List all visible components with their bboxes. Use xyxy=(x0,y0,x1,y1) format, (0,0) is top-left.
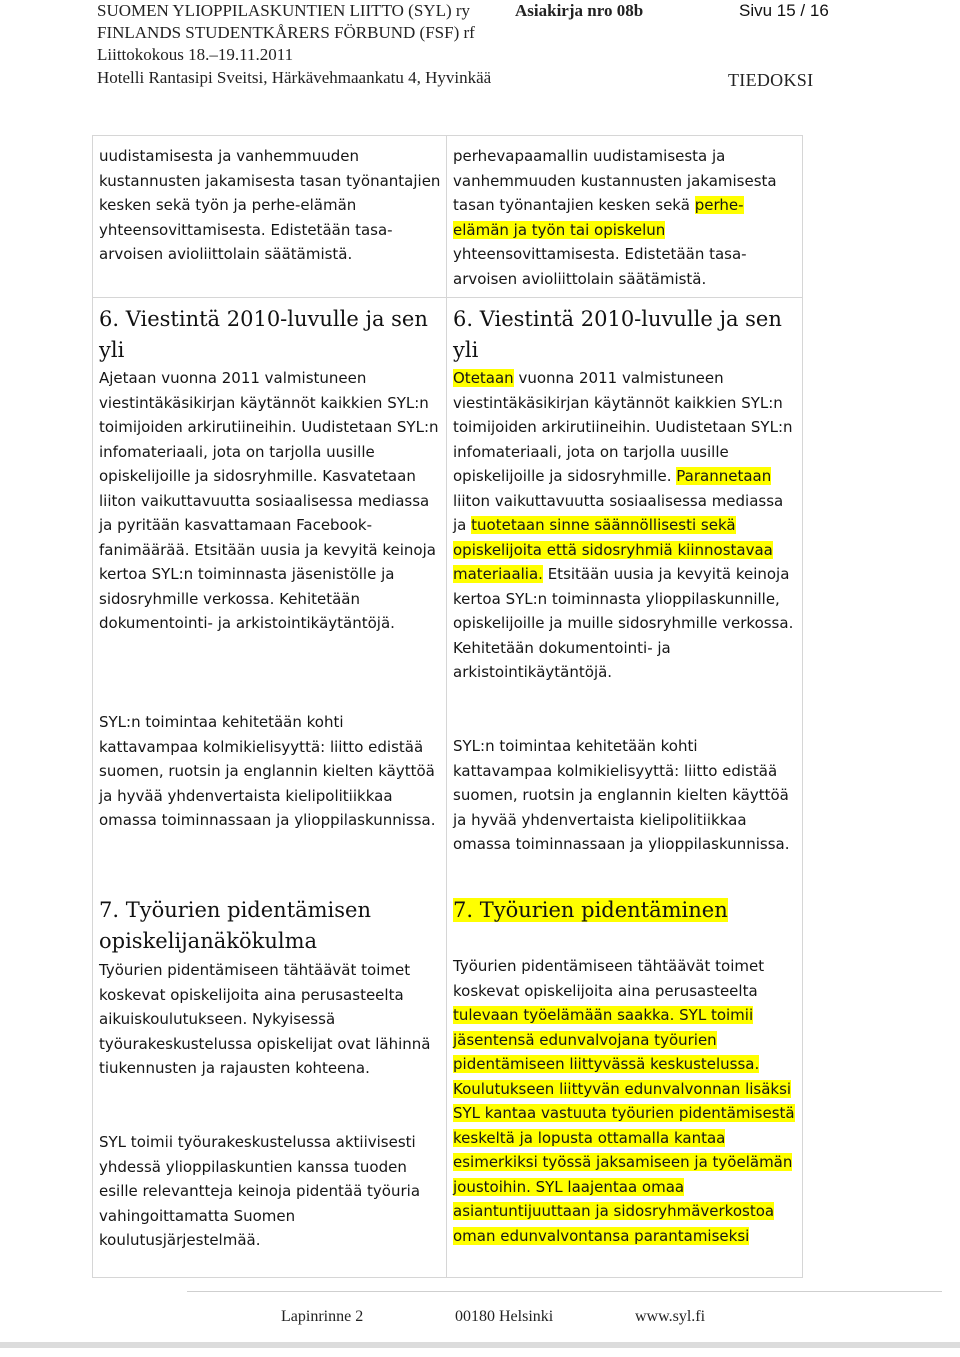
highlight: Parannetaan xyxy=(676,467,772,485)
footer-postal: 00180 Helsinki xyxy=(455,1308,554,1325)
highlight: perhe-elämän ja työn tai opiskelun xyxy=(453,196,744,239)
left-intro-text: uudistamisesta ja vanhemmuuden kustannusten jakamisesta tasan työnantajien kesken sekä työn ja perhe-elämän yhteensovittamisesta. Edistetään tasa-arvoisen avioliittolain säätämistä. xyxy=(99,147,441,263)
left-section-6-title: 6. Viestintä 2010-luvulle ja sen yli xyxy=(99,307,428,362)
left-section-7-paragraph-2: SYL toimii työurakeskustelussa aktiivisesti yhdessä ylioppilaskuntien kanssa tuoden esille relevantteja keinoja pidentää työuria vahingoittamatta Suomen koulutusjärjestelmää. xyxy=(99,1133,421,1249)
highlight: 7. Työurien pidentäminen xyxy=(453,898,728,922)
highlight: tulevaan työelämään saakka. SYL toimii jäsentensä edunvalvojana työurien pidentämiseen liittyvässä keskustelussa. Koulutukseen liittyvän edunvalvonnan lisäksi SYL kantaa vastuuta työurien pidentämisestä keskeltä ja lopusta ottamalla kantaa esimerkiksi työssä jaksamiseen ja työelämän joustoihin. SYL laajentaa omaa asiantuntijuuttaan ja sidosryhmäverkostoa oman edunvalvontansa parantamiseksi xyxy=(453,1006,795,1245)
highlight: tuotetaan sinne säännöllisesti sekä opiskelijoita että sidosryhmiä kiinnostavaa materiaalia. xyxy=(453,516,773,583)
page-footer xyxy=(0,1291,960,1351)
footer-address: Lapinrinne 2 xyxy=(281,1308,364,1325)
document-status: TIEDOKSI xyxy=(728,70,814,90)
left-intro-cell xyxy=(93,136,447,298)
footer-website: www.syl.fi xyxy=(635,1308,706,1325)
highlight: Otetaan xyxy=(453,369,514,387)
left-main-cell xyxy=(93,298,447,1277)
meeting-date: Liittokokous 18.–19.11.2011 xyxy=(97,45,294,64)
right-section-7-paragraph: Työurien pidentämiseen tähtäävät toimet koskevat opiskelijoita aina perusasteelta tulevaan työelämään saakka. SYL toimii jäsentensä edunvalvojana työurien pidentämiseen liittyvässä keskustelussa. Koulutukseen liittyvän edunvalvonnan lisäksi SYL kantaa vastuuta työurien pidentämisestä keskeltä ja lopusta ottamalla kantaa esimerkiksi työssä jaksamiseen ja työelämän joustoihin. SYL laajentaa omaa asiantuntijuuttaan ja sidosryhmäverkostoa oman edunvalvontansa parantamiseksi xyxy=(453,957,795,1245)
page-number: Sivu 15 / 16 xyxy=(739,1,829,20)
left-section-6-paragraph-2: SYL:n toimintaa kehitetään kohti kattavampaa kolmikielisyyttä: liitto edistää suomen, ruotsin ja englannin kielten käyttöä ja hyvää yhdenvertaista kielipolitiikkaa omassa toiminnassaan ja ylioppilaskunnissa. xyxy=(99,713,436,829)
footer-divider xyxy=(187,1291,942,1292)
left-section-6-paragraph-1: Ajetaan vuonna 2011 valmistuneen viestintäkäsikirjan käytännöt kaikkien SYL:n toimijoiden arkirutiineihin. Uudistetaan SYL:n infomateriaali, jota on tarjolla uusille opiskelijoille ja sidosryhmille. Kasvatetaan liiton vaikuttavuutta sosiaalisessa mediassa ja pyritään kasvattamaan Facebook-fanimäärää. Etsitään uusia ja kevyitä keinoja kertoa SYL:n toiminnasta jäsenistölle ja sidosryhmille verkossa. Kehitetään dokumentointi- ja arkistointikäytäntöjä. xyxy=(99,369,439,632)
page-header xyxy=(97,0,857,100)
left-section-7-title: 7. Työurien pidentämisen opiskelijanäkökulma xyxy=(99,898,372,953)
organization-name-sv: FINLANDS STUDENTKÅRERS FÖRBUND (FSF) rf xyxy=(97,23,475,42)
right-section-7-title xyxy=(453,895,798,926)
right-section-6-title: 6. Viestintä 2010-luvulle ja sen yli xyxy=(453,307,782,362)
right-intro-cell xyxy=(447,136,802,298)
organization-name-fi: SUOMEN YLIOPPILASKUNTIEN LIITTO (SYL) ry xyxy=(97,1,471,20)
meeting-venue: Hotelli Rantasipi Sveitsi, Härkävehmaankatu 4, Hyvinkää xyxy=(97,68,492,87)
left-section-7-paragraph-1: Työurien pidentämiseen tähtäävät toimet koskevat opiskelijoita aina perusasteelta aikuiskoulutukseen. Nykyisessä työurakeskustelussa opiskelijat ovat lähinnä tiukennusten ja rajausten kohteena. xyxy=(99,961,431,1077)
footer-bar xyxy=(0,1342,960,1348)
right-section-6-paragraph-2: SYL:n toimintaa kehitetään kohti kattavampaa kolmikielisyyttä: liitto edistää suomen, ruotsin ja englannin kielten käyttöä ja hyvää yhdenvertaista kielipolitiikkaa omassa toiminnassaan ja ylioppilaskunnissa. xyxy=(453,737,790,853)
right-intro-text: perhevapaamallin uudistamisesta ja vanhemmuuden kustannusten jakamisesta tasan työnantajien kesken sekä perhe-elämän ja työn tai opiskelun yhteensovittamisesta. Edistetään tasa-arvoisen avioliittolain säätämistä. xyxy=(453,147,777,288)
comparison-table xyxy=(92,135,803,1278)
document-number: Asiakirja nro 08b xyxy=(515,1,644,20)
right-section-6-paragraph-1: Otetaan vuonna 2011 valmistuneen viestintäkäsikirjan käytännöt kaikkien SYL:n toimijoiden arkirutiineihin. Uudistetaan SYL:n infomateriaali, jota on tarjolla uusille opiskelijoille ja sidosryhmille. Parannetaan liiton vaikuttavuutta sosiaalisessa mediassa ja tuotetaan sinne säännöllisesti sekä opiskelijoita että sidosryhmiä kiinnostavaa materiaalia. Etsitään uusia ja kevyitä keinoja kertoa SYL:n toiminnasta ylioppilaskunnille, opiskelijoille ja muille sidosryhmille verkossa. Kehitetään dokumentointi- ja arkistointikäytäntöjä. xyxy=(453,369,794,681)
right-main-cell xyxy=(447,298,802,1277)
